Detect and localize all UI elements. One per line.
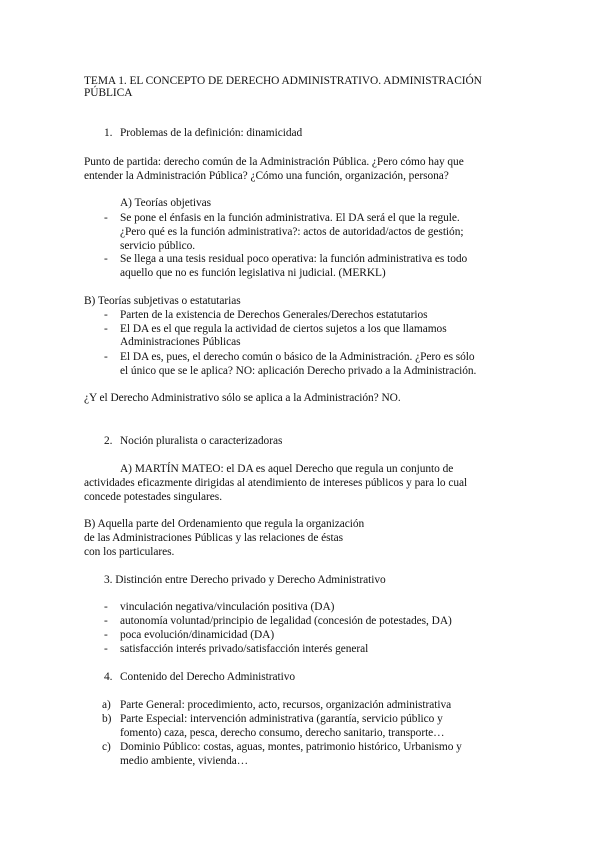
list-item-line: Parte General: procedimiento, acto, recursos, organización administrativa	[120, 699, 452, 711]
list-item-line: fomento) caza, pesca, derecho consumo, derecho sanitario, transporte…	[120, 727, 445, 739]
list-item-label: c)	[102, 741, 111, 753]
section-1-intro-line: Punto de partida: derecho común de la Administración Pública. ¿Pero cómo hay que	[84, 156, 464, 168]
document-title-line1: TEMA 1. EL CONCEPTO DE DERECHO ADMINISTRATIVO. ADMINISTRACIÓN	[84, 75, 482, 87]
theories-objective-heading: A) Teorías objetivas	[120, 197, 211, 209]
list-item-line: Dominio Público: costas, aguas, montes, patrimonio histórico, Urbanismo y	[120, 741, 462, 753]
definition-a-line: A) MARTÍN MATEO: el DA es aquel Derecho que regula un conjunto de	[120, 463, 454, 475]
section-1-number: 1.	[104, 127, 113, 139]
section-1-intro-line: entender la Administración Pública? ¿Cómo una función, organización, persona?	[84, 170, 449, 182]
list-item-line: vinculación negativa/vinculación positiva (DA)	[120, 601, 335, 613]
section-1-question: ¿Y el Derecho Administrativo sólo se aplica a la Administración? NO.	[84, 392, 401, 404]
document-title-line2: PÚBLICA	[84, 87, 133, 99]
list-dash: -	[104, 323, 108, 335]
list-item-line: El DA es el que regula la actividad de ciertos sujetos a los que llamamos	[120, 323, 447, 335]
list-item-line: poca evolución/dinamicidad (DA)	[120, 629, 275, 641]
list-item-line: satisfacción interés privado/satisfacción interés general	[120, 643, 369, 655]
list-item-line: El DA es, pues, el derecho común o básico de la Administración. ¿Pero es sólo	[120, 351, 475, 363]
list-dash: -	[104, 629, 108, 641]
list-dash: -	[104, 643, 108, 655]
list-dash: -	[104, 309, 108, 321]
list-item-label: b)	[102, 713, 112, 725]
definition-b-line: de las Administraciones Públicas y las relaciones de éstas	[84, 532, 344, 544]
list-item-line: ¿Pero qué es la función administrativa?: actos de autoridad/actos de gestión;	[120, 226, 464, 238]
definition-a-line: concede potestades singulares.	[84, 491, 222, 503]
list-item-line: el único que se le aplica? NO: aplicación Derecho privado a la Administración.	[120, 365, 477, 377]
theories-subjective-heading: B) Teorías subjetivas o estatutarias	[84, 295, 241, 307]
list-item-label: a)	[102, 699, 111, 711]
definition-b-line: B) Aquella parte del Ordenamiento que regula la organización	[84, 518, 365, 530]
list-item-line: Se pone el énfasis en la función administrativa. El DA será el que la regule.	[120, 212, 460, 224]
list-item-line: Se llega a una tesis residual poco operativa: la función administrativa es todo	[120, 253, 468, 265]
definition-b-line: con los particulares.	[84, 546, 175, 558]
list-dash: -	[104, 615, 108, 627]
list-item-line: autonomía voluntad/principio de legalidad (concesión de potestades, DA)	[120, 615, 452, 627]
list-item-line: servicio público.	[120, 240, 196, 252]
list-dash: -	[104, 601, 108, 613]
list-item-line: Parte Especial: intervención administrativa (garantía, servicio público y	[120, 713, 443, 725]
section-3-heading: 3. Distinción entre Derecho privado y Derecho Administrativo	[104, 574, 386, 586]
section-2-heading: Noción pluralista o caracterizadoras	[120, 435, 283, 447]
section-4-number: 4.	[104, 671, 113, 683]
list-item-line: aquello que no es función legislativa ni judicial. (MERKL)	[120, 267, 386, 279]
list-item-line: medio ambiente, vivienda…	[120, 755, 249, 767]
list-dash: -	[104, 351, 108, 363]
section-2-number: 2.	[104, 435, 113, 447]
list-dash: -	[104, 212, 108, 224]
definition-a-line: actividades eficazmente dirigidas al atendimiento de intereses públicos y para lo cual	[84, 477, 468, 489]
section-1-heading: Problemas de la definición: dinamicidad	[120, 127, 303, 139]
section-4-heading: Contenido del Derecho Administrativo	[120, 671, 296, 683]
list-item-line: Parten de la existencia de Derechos Generales/Derechos estatutarios	[120, 309, 428, 321]
list-item-line: Administraciones Públicas	[120, 336, 241, 348]
list-dash: -	[104, 253, 108, 265]
